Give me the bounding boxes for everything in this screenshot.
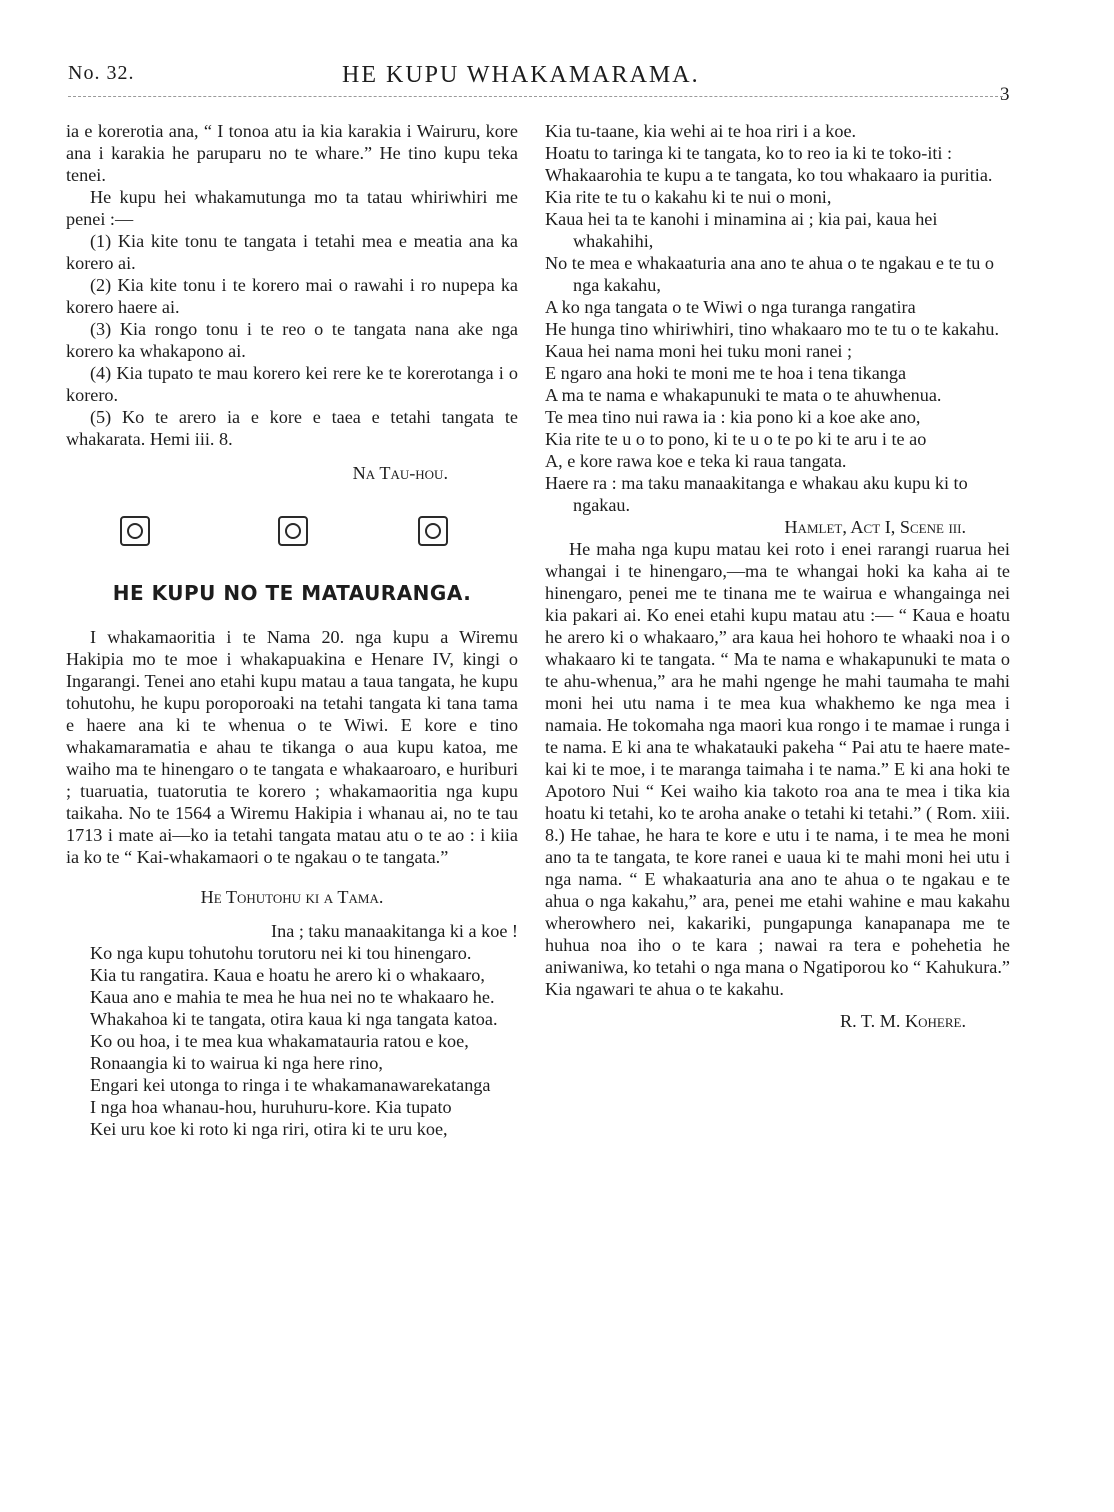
verse-line: No te mea e whakaaturia ana ano te ahua o te ngakau e te tu o nga kakahu, — [545, 253, 994, 295]
page-header — [0, 60, 1114, 105]
list-item: (3) Kia rongo tonu i te reo o te tangata nana ake nga korero ka whakapono ai. — [66, 319, 518, 361]
ornament-icon — [278, 516, 308, 546]
verse-line: He hunga tino whiriwhiri, tino whakaaro mo te tu o te kakahu. — [545, 319, 1000, 339]
section-heading: HE KUPU NO TE MATAURANGA. — [112, 581, 472, 605]
list-item: (4) Kia tupato te mau korero kei rere ke te korerotanga i o korero. — [66, 363, 518, 405]
verse-line: A, e kore rawa koe e teka ki raua tangata. — [545, 451, 847, 471]
verse-line: Te mea tino nui rawa ia : kia pono ki a koe ake ano, — [545, 407, 921, 427]
running-title: HE KUPU WHAKAMARAMA. — [342, 62, 700, 88]
verse-line: Ina ; taku manaakitanga ki a koe ! — [271, 921, 518, 941]
verse-line: A ma te nama e whakapunuki te mata o te ahuwhenua. — [545, 385, 942, 405]
verse-line: Kia rite te u o to pono, ki te u o te po ki te aru i te ao — [545, 429, 927, 449]
verse-line: Kia tu-taane, kia wehi ai te hoa riri i a koe. — [545, 121, 857, 141]
poem-title: He Tohutohu ki a Tama. — [200, 887, 384, 907]
verse-line: Whakaarohia te kupu a te tangata, ko tou whakaaro ia puritia. — [545, 165, 993, 185]
left-column — [66, 120, 518, 1140]
verse-line: Kaua hei nama moni hei tuku moni ranei ; — [545, 341, 853, 361]
verse-line: A ko nga tangata o te Wiwi o nga turanga rangatira — [545, 297, 916, 317]
paragraph: ia e korerotia ana, “ I tonoa atu ia kia karakia i Wairuru, kore ana i karakia he paruparu no te whare.” He tino kupu teka tenei. — [66, 121, 518, 185]
verse-line: Haere ra : ma taku manaakitanga e whakau aku kupu ki to ngakau. — [545, 473, 968, 515]
verse-line: Kaua ano e mahia te mea he hua nei no te whakaaro he. — [90, 987, 495, 1007]
verse-line: Whakahoa ki te tangata, otira kaua ki nga tangata katoa. — [90, 1009, 498, 1029]
list-item: (5) Ko te arero ia e kore e taea e tetahi tangata te whakarata. Hemi iii. 8. — [66, 407, 518, 449]
ornament-icon — [120, 516, 150, 546]
paragraph: He maha nga kupu matau kei roto i enei rarangi ruarua hei whangai i te hinengaro,—ma te whangai hoki ka kaha ai te hinengaro, penei me te tinana me te wairua e whangainga nei kia pakari ai. Ko enei etahi kupu matau atu :— “ Kaua e hoatu he arero ki o whakaaro,” ara kaua hei hohoro te whaaki noa i o whakaaro ki te tangata. “ Ma te nama e whakapunuki te mata o te ahu-whenua,” ara he mahi ngenge he mahi taumaha te mahi moni hei utu nama i te mea kua whakhemo ke nga mea i namaia. He tokomaha nga maori kua rongo i te mamae i runga i te nama. E ki ana te whakatauki pakeha “ Pai atu te haere mate-kai ki te moe, i te maranga taimaha i te nama.” E ki ana hoki te Apotoro Nui “ Kei waiho kia takoto roa ana te mea i tika kia hoatu ki tetahi, ko te aroha anake o tetahi ki tetahi.” ( Rom. xiii. 8.) He tahae, he hara te kore e utu i te nama, i te mea he moni ano ta te tangata, te kore ranei e uaua ki te mahi moni hei utu i nga nama. “ E whakaaturia ana ano te ahua o te ngakau e te ahua o nga kakahu,” ara, penei me etahi wahine e mau kakahu wherowhero nei, kakariki, pungapunga kanapanapa me te huhua noa iho o te kara ; nawai ra tera e pohehetia he aniwaniwa, ko tetahi o nga mana o Ngatiporou ko “ Kahukura.” Kia ngawari te ahua o te kakahu. — [545, 539, 1010, 999]
list-item: (2) Kia kite tonu i te korero mai o rawahi i ro nupepa ka korero haere ai. — [66, 275, 518, 317]
paragraph: He kupu hei whakamutunga mo ta tatau whiriwhiri me penei :— — [66, 187, 518, 229]
paragraph: I whakamaoritia i te Nama 20. nga kupu a Wiremu Hakipia mo te moe i whakapuakina e Henare IV, kingi o Ingarangi. Tenei ano etahi kupu matau a taua tangata, he kupu tohutohu, he kupu poroporoaki na tetahi tangata ki tana tama e haere ana ki te whenua o te Wiwi. E kore e tino whakamaramatia e ahau te tikanga o aua kupu katoa, me waiho ma te hinengaro o te tangata e whakaaroaro, e huriburi ; tuaruatia, tuatorutia te korero ; whakamaoritia nga kupu taikaha. No te 1564 a Wiremu Hakipia i whanau ai, no te tau 1713 i mate ai—ko ia tetahi tangata matau atu o te ao : i kiia ia ko te “ Kai-whakamaori o te ngakau o te tangata.” — [66, 627, 518, 867]
verse-line: I nga hoa whanau-hou, huruhuru-kore. Kia tupato — [90, 1097, 452, 1117]
verse-line: Ronaangia ki to wairua ki nga here rino, — [90, 1053, 383, 1073]
verse-line: Hoatu to taringa ki te tangata, ko to reo ia ki te toko-iti : — [545, 143, 953, 163]
signature: R. T. M. Kohere. — [839, 1011, 966, 1031]
right-column — [545, 120, 1010, 1032]
verse-line: Kei uru koe ki roto ki nga riri, otira ki te uru koe, — [90, 1119, 448, 1139]
issue-number: No. 32. — [68, 62, 135, 84]
verse-line: Kia rite te tu o kakahu ki te nui o moni, — [545, 187, 832, 207]
verse-line: E ngaro ana hoki te moni me te hoa i tena tikanga — [545, 363, 907, 383]
verse-line: Engari kei utonga to ringa i te whakamanawarekatanga — [90, 1075, 491, 1095]
verse-line: Ko ou hoa, i te mea kua whakamatauria ratou e koe, — [90, 1031, 469, 1051]
verse-line: Ko nga kupu tohutohu torutoru nei ki tou hinengaro. — [90, 943, 472, 963]
ornament-row — [66, 516, 518, 576]
signature: Na Tau-hou. — [352, 463, 448, 483]
header-rule — [68, 96, 1003, 97]
list-item: (1) Kia kite tonu te tangata i tetahi mea e meatia ana ka korero ai. — [66, 231, 518, 273]
verse-line: Kia tu rangatira. Kaua e hoatu he arero ki o whakaaro, — [90, 965, 485, 985]
page-number: 3 — [1000, 84, 1010, 105]
ornament-icon — [418, 516, 448, 546]
source-citation: Hamlet, Act I, Scene iii. — [784, 517, 966, 537]
verse-line: Kaua hei ta te kanohi i minamina ai ; kia pai, kaua hei whakahihi, — [545, 209, 938, 251]
